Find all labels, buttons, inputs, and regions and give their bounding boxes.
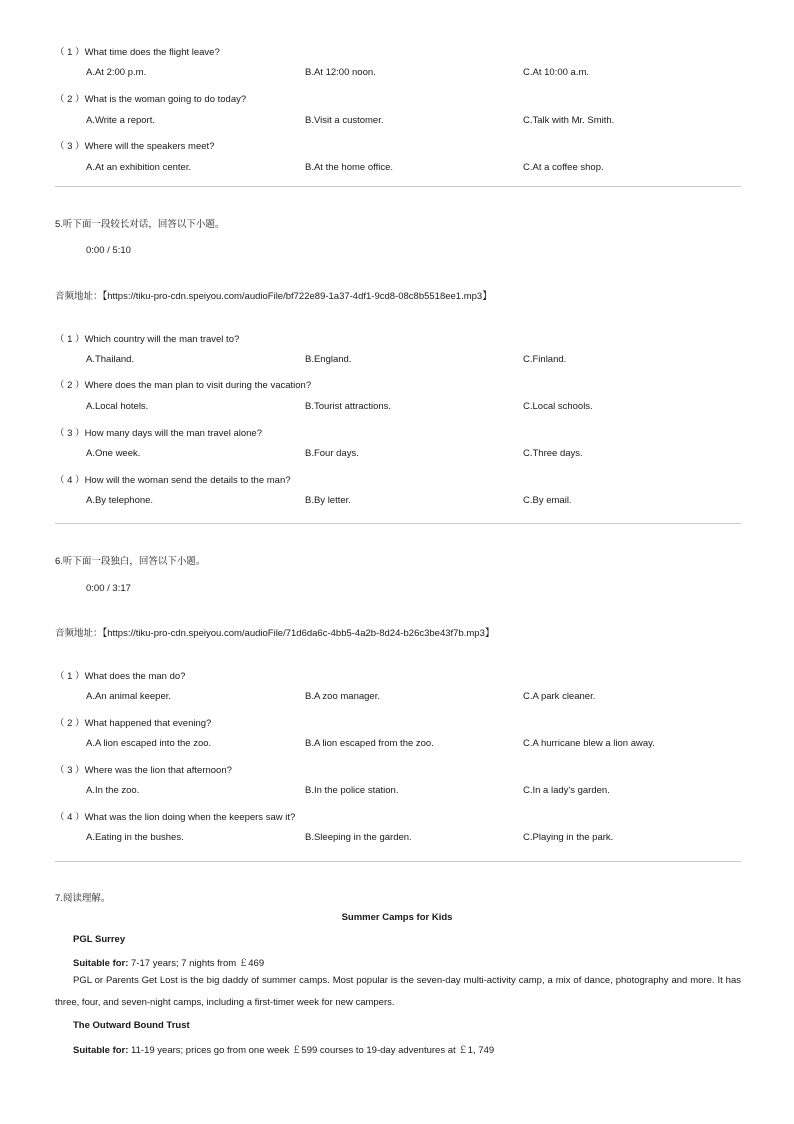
s6-q4	[55, 809, 295, 823]
s6-q1	[55, 668, 185, 682]
s5-q1-option-a: A.Thailand.	[86, 354, 135, 365]
suitable-label: Suitable for:	[73, 958, 129, 969]
s4-q1-option-c: C.At 10:00 a.m.	[523, 67, 590, 78]
divider	[55, 861, 741, 862]
question-number: （ 4 ）	[55, 475, 85, 486]
camp2-suitable	[73, 1042, 494, 1056]
question-number: （ 3 ）	[55, 141, 85, 152]
s5-q2-option-a: A.Local hotels.	[86, 401, 149, 412]
audio-player-time[interactable]: 0:00 / 3:17	[86, 583, 131, 594]
s4-q3-option-c: C.At a coffee shop.	[523, 162, 604, 173]
s5-q4-option-a: A.By telephone.	[86, 495, 154, 506]
question-number: （ 2 ）	[55, 380, 85, 391]
s6-q3	[55, 762, 232, 776]
question-text: Where will the speakers meet?	[84, 141, 215, 152]
s5-q3-option-c: C.Three days.	[523, 448, 583, 459]
question-number: （ 1 ）	[55, 334, 85, 345]
s5-q4	[55, 472, 291, 486]
s6-q2-option-c: C.A hurricane blew a lion away.	[523, 738, 655, 749]
s4-q1-option-a: A.At 2:00 p.m.	[86, 67, 147, 78]
question-text: Which country will the man travel to?	[84, 334, 240, 345]
s6-q1-option-a: A.An animal keeper.	[86, 691, 172, 702]
question-text: What is the woman going to do today?	[84, 94, 247, 105]
section7-heading: 7.阅读理解。	[55, 893, 111, 904]
s6-q4-option-c: C.Playing in the park.	[523, 832, 614, 843]
suitable-text: 7-17 years; 7 nights from ￡469	[128, 958, 265, 969]
s5-q1-option-b: B.England.	[305, 354, 352, 365]
question-text: What does the man do?	[84, 671, 186, 682]
passage-title: Summer Camps for Kids	[341, 912, 453, 923]
s6-q1-option-b: B.A zoo manager.	[305, 691, 380, 702]
s4-q2-option-b: B.Visit a customer.	[305, 115, 384, 126]
question-text: What was the lion doing when the keepers saw it?	[84, 812, 296, 823]
s6-q2-option-a: A.A lion escaped into the zoo.	[86, 738, 212, 749]
s6-q4-option-a: A.Eating in the bushes.	[86, 832, 184, 843]
question-text: Where does the man plan to visit during the vacation?	[84, 380, 312, 391]
s6-q3-option-a: A.In the zoo.	[86, 785, 140, 796]
audio-url: 音频地址：【https://tiku-pro-cdn.speiyou.com/audioFile/71d6da6c-4bb5-4a2b-8d24-b26c3be43f7b.mp3】	[55, 628, 495, 639]
s5-q3	[55, 425, 262, 439]
camp1-name: PGL Surrey	[73, 934, 126, 945]
question-text: What happened that evening?	[84, 718, 212, 729]
audio-player-time[interactable]: 0:00 / 5:10	[86, 245, 131, 256]
s4-q3	[55, 138, 214, 152]
s6-q2	[55, 715, 211, 729]
question-number: （ 3 ）	[55, 428, 85, 439]
section5-heading: 5.听下面一段较长对话，回答以下小题。	[55, 219, 225, 230]
camp1-suitable	[73, 955, 264, 969]
audio-url: 音频地址：【https://tiku-pro-cdn.speiyou.com/audioFile/bf722e89-1a37-4df1-9cd8-08c8b5518ee1.mp3】	[55, 291, 492, 302]
suitable-label: Suitable for:	[73, 1045, 129, 1056]
s5-q2	[55, 377, 311, 391]
question-number: （ 1 ）	[55, 47, 85, 58]
section6-heading: 6.听下面一段独白，回答以下小题。	[55, 556, 206, 567]
question-number: （ 1 ）	[55, 671, 85, 682]
s5-q4-option-c: C.By email.	[523, 495, 572, 506]
camp1-paragraph: PGL or Parents Get Lost is the big daddy of summer camps. Most popular is the seven-day multi-activity camp, a mix of dance, photography and more. It has three, four, and seven-night camps, including a first-timer week for new campers.	[55, 975, 741, 1008]
s5-q4-option-b: B.By letter.	[305, 495, 351, 506]
question-number: （ 2 ）	[55, 718, 85, 729]
s5-q1	[55, 331, 239, 345]
s5-q3-option-a: A.One week.	[86, 448, 141, 459]
question-text: How many days will the man travel alone?	[84, 428, 262, 439]
s4-q2	[55, 91, 246, 105]
s5-q1-option-c: C.Finland.	[523, 354, 567, 365]
suitable-text: 11-19 years; prices go from one week ￡599 courses to 19-day adventures at ￡1, 749	[128, 1045, 495, 1056]
s4-q3-option-b: B.At the home office.	[305, 162, 394, 173]
s4-q1-option-b: B.At 12:00 noon.	[305, 67, 376, 78]
s6-q2-option-b: B.A lion escaped from the zoo.	[305, 738, 434, 749]
question-text: Where was the lion that afternoon?	[84, 765, 232, 776]
s5-q3-option-b: B.Four days.	[305, 448, 359, 459]
s4-q2-option-a: A.Write a report.	[86, 115, 155, 126]
camp2-name: The Outward Bound Trust	[73, 1020, 190, 1031]
s4-q3-option-a: A.At an exhibition center.	[86, 162, 192, 173]
s6-q4-option-b: B.Sleeping in the garden.	[305, 832, 412, 843]
s6-q3-option-c: C.In a lady's garden.	[523, 785, 610, 796]
s6-q1-option-c: C.A park cleaner.	[523, 691, 596, 702]
question-number: （ 3 ）	[55, 765, 85, 776]
question-text: How will the woman send the details to the man?	[84, 475, 291, 486]
question-number: （ 4 ）	[55, 812, 85, 823]
question-text: What time does the flight leave?	[84, 47, 220, 58]
divider	[55, 186, 741, 187]
question-number: （ 2 ）	[55, 94, 85, 105]
s5-q2-option-c: C.Local schools.	[523, 401, 593, 412]
s5-q2-option-b: B.Tourist attractions.	[305, 401, 392, 412]
divider	[55, 523, 741, 524]
s6-q3-option-b: B.In the police station.	[305, 785, 399, 796]
s4-q2-option-c: C.Talk with Mr. Smith.	[523, 115, 615, 126]
s4-q1	[55, 44, 220, 58]
